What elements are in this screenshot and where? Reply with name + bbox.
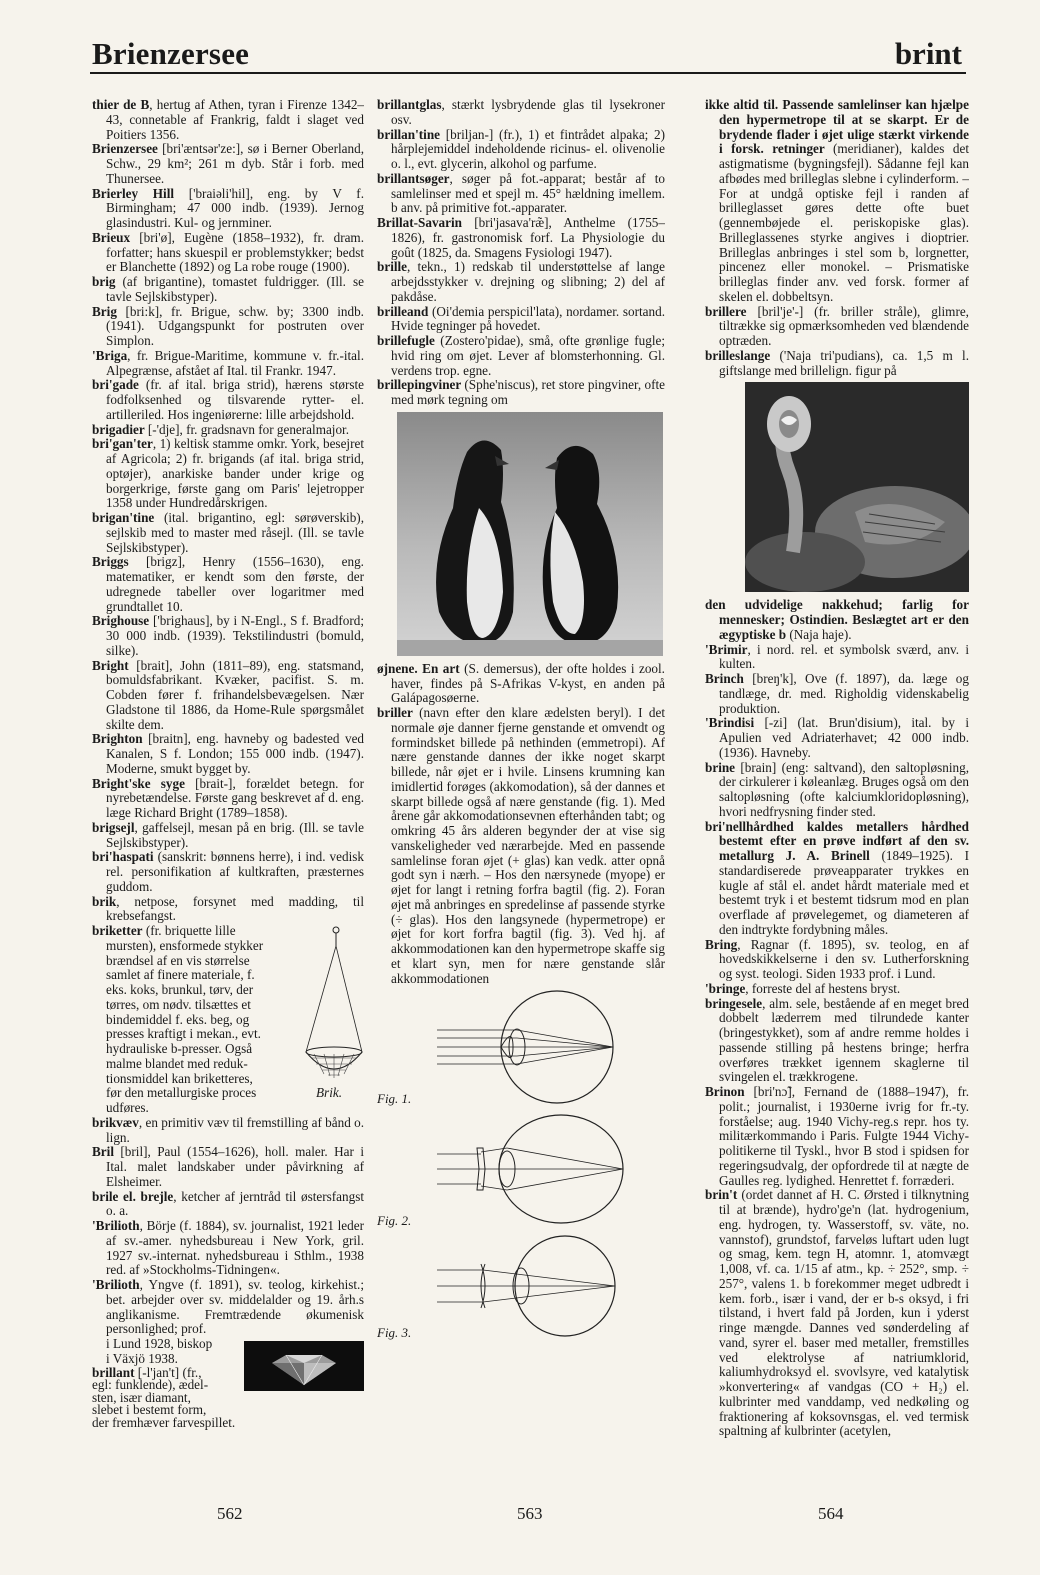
dictionary-entry: Briggs [brigz], Henry (1556–1630), eng. matematiker, er kendt som den første, der udregnede tabeller over logaritmer med grundtallet 10. — [92, 554, 364, 614]
dictionary-entry: 'bringe, forreste del af hestens bryst. — [705, 980, 901, 996]
fig-2-label: Fig. 2. — [377, 1212, 412, 1228]
dictionary-entry: Brinch [breŋ'k], Ove (f. 1897), da. læge og tandlæge, dr. med. Righoldig videnskabelig produktion. — [705, 671, 969, 716]
brillant-line: egl: funklende), ædel- — [92, 1377, 209, 1392]
dictionary-entry: Brighton [braitn], eng. havneby og badested ved Kanalen, S f. London; 155 000 indb. (1947). Moderne, smukt bygget by. — [92, 731, 364, 776]
col1-entries-b — [92, 1116, 364, 1337]
cobra-photo — [745, 382, 969, 592]
dictionary-entry: Brinon [bri'nɔ̃], Fernand de (1888–1947), fr. polit.; journalist, i 1930erne ivrig for fr.-ty. forståelse; aug. 1940 Vichy-reg.s repr. hos ty. militærkommando i Paris. Fulgte 1944 Vichy-politikerne til Tyskl., hvor B stod i spidsen for regeringsudvalg, der opfordrede til at nægte de Gaulles reg. lydighed. Henrettet f. forræderi. — [705, 1084, 969, 1188]
fig-2 — [377, 1108, 665, 1230]
col1-entries — [92, 98, 364, 924]
eye-diagram-1 — [437, 986, 637, 1108]
dictionary-entry: Bright [brait], John (1811–89), eng. statsmand, bomuldsfabrikant. Kvæker, pacifist. S. m. Cobden fører f. frihandelsbevægelsen. Nær Gladstone til 1886, da Home-Rule spørgsmålet skilte dem. — [92, 657, 364, 732]
dictionary-entry: brillepingviner (Sphe'niscus), ret store pingviner, ofte med mørk tegning om — [377, 377, 665, 407]
briketter-line: briketter (fr. briquette lille — [92, 923, 236, 938]
brillant-line: slebet i bestemt form, — [92, 1402, 207, 1417]
brillant-line: sten, især diamant, — [92, 1389, 191, 1405]
fig-1 — [377, 986, 665, 1108]
header-right: brint — [894, 36, 962, 71]
dictionary-entry: brilleand (Oi'demia perspicil'lata), nordamer. sortand. Hvide tegninger på hovedet. — [377, 303, 665, 334]
dictionary-entry: øjnene. En art (S. demersus), der ofte holdes i zool. haver, findes på S-Afrikas V-kyst, en anden på Galápagosøerne. — [377, 660, 665, 706]
brik-figure — [302, 924, 364, 1116]
dictionary-entry: bri'gan'ter, 1) keltisk stamme omkr. York, besejret af Agricola; 2) fr. brigands (af ital. briga strid, optøjer), anarkiske bander under krige og borgerkrige, første gang om Paris' lejetropper 1358 under Hundredårskrigen. — [92, 436, 364, 511]
dictionary-entry: bri'nellhårdhed kaldes metallers hårdhed bestemt efter en prøve indført af den sv. metallurg J. A. Brinell (1849–1925). I standardiserede prøveapparater trykkes en kugle af stål el. andet hårdt materiale med et bestemt tryk i et bestemt tidsrum mod en plan overflade af prøvelegemet, og diameteren af den indtrykte fordybning måles. — [705, 818, 969, 937]
briketter-line: brændsel af en vis størrelse — [106, 952, 250, 968]
dictionary-entry: ikke altid til. Passende samlelinser kan hjælpe den hypermetrope til at se skarpt. Er de brydende flader i øjet ulige stærkt virkende i forsk. retninger (meridianer), kaldes det astigmatisme (bygningsfejl). Sådanne fejl kan afbødes med brilleglas slebne i cylinderform. – For at undgå optiske fejl i randen af brilleglasset gøres dette ofte buet (gennembøjede el. periskopiske glas). Brilleglassenes styrke angives i dioptrier. Brilleglas anbringes i stel som b, lorgnetter, pincenez eller monokel. – Prismatiske brilleglas finder anv. ved forsk. former af skelen el. dobbeltsyn. — [705, 98, 969, 304]
briketter-line: udføres. — [106, 1100, 149, 1115]
eye-diagram-3 — [437, 1230, 637, 1342]
dictionary-entry: brillantglas, stærkt lysbrydende glas til lysekroner osv. — [377, 98, 665, 127]
dictionary-entry: Brig [bri:k], fr. Brigue, schw. by; 3300 indb. (1941). Udgangspunkt for postruten over Simplon. — [92, 303, 364, 348]
briketter-line: hydrauliske b-presser. Også — [106, 1041, 253, 1056]
dictionary-entry: brine [brain] (eng: saltvand), den saltopløsning, der cirkulerer i køleanlæg. Bruges også om den saltopløsning (ofte kalciumkloridopløsning), hvori nedfrysning finder sted. — [705, 759, 969, 819]
dictionary-entry: brillantsøger, søger på fot.-apparat; består af to samlelinser med et spejl m. 45° hældning imellem. b anv. på primitive fot.-apparater. — [377, 170, 665, 216]
dictionary-entry: Brillat-Savarin [bri'jasava'ræ̃], Anthelme (1755–1826), fr. gastronomisk forf. La Physiologie du goût (1825, da. Smagens Fysiologi 1947). — [377, 215, 665, 260]
dictionary-entry: brile el. brejle, ketcher af jerntråd til østersfangst o. a. — [92, 1188, 364, 1219]
briketter-block — [92, 924, 364, 1116]
header-left: Brienzersee — [92, 36, 250, 71]
dictionary-entry: bri'gade (fr. af ital. briga strid), hærens største fodfolksenhed og tilsvarende rytter- el. artilleriled. Hos ingeniørerne: lille arbejdshold. — [92, 377, 364, 422]
briketter-line: mursten), ensformede stykker — [106, 937, 264, 953]
briketter-line: malme blandet med reduk- — [106, 1055, 248, 1071]
brillant-line: der fremhæver farvespillet. — [92, 1414, 236, 1430]
fig-3-label: Fig. 3. — [377, 1324, 412, 1340]
briketter-line: eks. koks, brunkul, tørv, der — [106, 982, 254, 997]
col2-entries-b — [377, 662, 665, 987]
dictionary-entry: brillere [bril'je'-] (fr. briller stråle), glimre, tiltrække sig opmærksomheden ved blændende optræden. — [705, 303, 969, 348]
diamond-photo — [244, 1341, 364, 1391]
dictionary-entry: bringesele, alm. sele, bestående af en meget bred dobbelt læderrem med tilrundede kanter (bringestykket), som af andre remme holdes i passende stilling på hestens bringe; herfra overføres trækket igennem skaglerne til svingelen el. trækkrogene. — [705, 995, 969, 1085]
page-number-564: 564 — [818, 1504, 844, 1523]
dictionary-entry: Bring, Ragnar (f. 1895), sv. teolog, en af hovedskikkelserne i den sv. Lutherforskning og syst. teologi. Siden 1933 prof. i Lund. — [705, 936, 969, 981]
dictionary-entry: brillan'tine [briljan-] (fr.), 1) et fintrådet alpaka; 2) hårplejemiddel indeholdende ricinus- el. olivenolie o. l., evt. glycerin, alkohol og parfume. — [377, 126, 665, 171]
dictionary-entry: brigan'tine (ital. brigantino, egl: sørøverskib), sejlskib med to master med råsejl. (Ill. se tavle Sejlskibstyper). — [92, 510, 364, 555]
dictionary-entry: den udvidelige nakkehud; farlig for mennesker; Ostindien. Beslægtet art er den ægyptiske b (Naja haje). — [705, 597, 969, 642]
dictionary-entry: bri'haspati (sanskrit: bønnens herre), i ind. vedisk rel. personifikation af kultkraften, præsternes guddom. — [92, 849, 364, 894]
page-number-563: 563 — [517, 1504, 543, 1523]
dictionary-entry: 'Brimir, i nord. rel. et symbolsk sværd, anv. i kulten. — [705, 641, 969, 672]
dictionary-entry: briller (navn efter den klare ædelsten beryl). I det normale øje danner fjerne genstande et omvendt og formindsket billede på nethinden (emmetropi). Af nære genstande dannes der ikke noget skarpt billede, når øjet er i hvile. Linsens krumning kan imidlertid forøges (akkomodation), så der dannes et skarpt billede også af nære genstande (fig. 1). Med årene går akkomodationsevnen efterhånden tabt; og omkring 45 års alderen begynder der at vise sig vanskeligheder ved nærarbejde. Med en passende samlelinse foran øjet (+ glas) kan vedk. atter opnå godt syn i nærh. – Hos den nærsynede (myope) er øjet for langt i retning forfra bagtil (fig. 2). Foran øjet må anbringes en spredelinse af passende styrke (÷ glas). Hos den langsynede (hypermetrope) er øjet for kort forfra bagtil (fig. 3). Ved hj. af akkommodationen kan den hypermetrope skaffe sig et klart syn, men for nære genstande slår akkommodationen — [377, 705, 665, 986]
briketter-line: presses kraftigt i mekan., evt. — [106, 1026, 261, 1042]
col3-entries — [705, 98, 969, 378]
brilioth-line: i Lund 1928, biskop — [106, 1336, 213, 1351]
eye-diagram-2 — [437, 1108, 637, 1230]
col3-entries-b — [705, 598, 969, 1439]
dictionary-entry: thier de B, hertug af Athen, tyran i Firenze 1342–43, connetable af Frankrig, faldt i slaget ved Poitiers 1356. — [92, 98, 364, 142]
column-3 — [705, 98, 969, 1498]
col2-entries — [377, 98, 665, 408]
dictionary-entry: 'Briga, fr. Brigue-Maritime, kommune v. fr.-ital. Alpegrænse, afstået af Ital. til Frankr. 1947. — [92, 347, 364, 378]
briketter-line: bindemiddel f. eks. beg, og — [106, 1011, 250, 1027]
briketter-line: tionsmiddel kan briketteres, — [106, 1070, 253, 1086]
column-1 — [92, 98, 364, 1498]
dictionary-entry: Brienzersee [bri'æntsər'ze:], sø i Berner Oberland, Schw., 29 km²; 261 m dyb. Står i forb. med Thunersee. — [92, 141, 364, 186]
dictionary-entry: Brieux [bri'ø], Eugène (1858–1932), fr. dram. forfatter; hans skuespil er problemstykker; bedst er Blanchette (1892) og La robe rouge (1900). — [92, 229, 364, 275]
dictionary-entry: 'Brindisi [-zi] (lat. Brun'disium), ital. by i Apulien ved Adriaterhavet; 42 000 indb. (1936). Havneby. — [705, 715, 969, 760]
briketter-line: samlet af finere materiale, f. — [106, 967, 255, 983]
fig-3 — [377, 1230, 665, 1342]
column-2 — [377, 98, 665, 1498]
brillant-line: brillant [-l'jan't] (fr., — [92, 1364, 202, 1380]
dictionary-entry: brillefugle (Zostero'pidae), små, ofte grønlige fugle; hvid ring om øjet. Lever af blomsterhonning. Gl. verdens trop. egne. — [377, 333, 665, 378]
brilioth-line: i Växjö 1938. — [106, 1350, 178, 1366]
dictionary-entry: Bril [bril], Paul (1554–1626), holl. maler. Har i Ital. malet landskaber under påvirkning af Elsheimer. — [92, 1144, 364, 1189]
eye-figures — [377, 986, 665, 1342]
brik-caption: Brik. — [316, 1085, 343, 1100]
page-number-562: 562 — [217, 1504, 243, 1523]
dictionary-entry: 'Brilioth, Börje (f. 1884), sv. journalist, 1921 leder af sv.-amer. nyhedsbureau i New York, gril. 1927 sv.-internat. nyhedsbureau i Sthlm., 1938 red. af »Stockholms-Tidningen«. — [92, 1218, 364, 1278]
briketter-line: tørres, om nødv. tilsættes et — [106, 996, 251, 1012]
dictionary-entry: brikvæv, en primitiv væv til fremstilling af bånd o. lign. — [92, 1114, 364, 1145]
brillant-block — [92, 1364, 364, 1430]
dictionary-entry: brigsejl, gaffelsejl, mesan på en brig. (Ill. se tavle Sejlskibstyper). — [92, 819, 364, 850]
dictionary-entry: brigadier [-'dje], fr. gradsnavn for generalmajor. — [92, 421, 350, 437]
header-rule — [90, 72, 966, 74]
dictionary-entry: 'Brilioth, Yngve (f. 1891), sv. teolog, kirkehist.; bet. arbejder over sv. middelalder og 19. årh.s anglikanisme. Fremtrædende økumenisk personlighed; prof. — [92, 1277, 364, 1337]
dictionary-entry: brig (af brigantine), tomastet fuldrigger. (Ill. se tavle Sejlskibstyper). — [92, 274, 364, 304]
dictionary-entry: brille, tekn., 1) redskab til understøttelse af lange arbejdsstykker v. drejning og slibning; 2) del af pakdåse. — [377, 259, 665, 304]
penguin-photo — [397, 412, 663, 656]
fig-1-label: Fig. 1. — [377, 1090, 412, 1106]
dictionary-entry: brik, netpose, forsynet med madding, til krebsefangst. — [92, 893, 364, 924]
dictionary-entry: brin't (ordet dannet af H. C. Ørsted i tilknytning til at brænde), hydro'ge'n (lat. hydrogenium, eng. hydrogen, ty. Wasserstoff, sv. väte, no. vannstof), grundstof, farveløs luftart uden lugt og smag, kem. tegn H, atomnr. 1, atomvægt 1,008, vf. ca. 1/15 af atm., kp. ÷ 252°, smp. ÷ 257°, valens 1. b forekommer meget udbredt i kem. forb., især i vand, der er b-s oksyd, i fri tilstand, i hvert fald på Jorden, kun i yderst ringe mængde. Dannes ved sønderdeling af vand, syrer el. baser med metaller, fremstilles ved elektrolyse af natriumklorid, kaliumhydroksyd el. svovlsyre, ved katalytisk »konvertering« af vandgas (CO + H₂) el. kulbrinter med vanddamp, ved nedkøling og fraktionering af koksovnsgas, el. ved termisk spaltning af kulbrinter (acetylen, — [705, 1187, 969, 1439]
dictionary-entry: Brighouse ['brighaus], by i N-Engl., S f. Bradford; 30 000 indb. (1939). Tekstilindustri (bomuld, silke). — [92, 613, 364, 658]
dictionary-entry: Brierley Hill ['braiəli'hil], eng. by V f. Birmingham; 47 000 indb. (1939). Jernog glasindustri. Kul- og jernminer. — [92, 185, 364, 230]
brik-net-illustration — [302, 924, 364, 1104]
dictionary-entry: Bright'ske syge [brait-], forældet betegn. for nyrebetændelse. Første gang beskrevet af d. eng. læge Richard Bright (1789–1858). — [92, 775, 364, 820]
briketter-line: før den metallurgiske proces — [106, 1085, 257, 1101]
dictionary-entry: brilleslange ('Naja tri'pudians), ca. 1,5 m l. giftslange med brillelign. figur på — [705, 347, 969, 378]
